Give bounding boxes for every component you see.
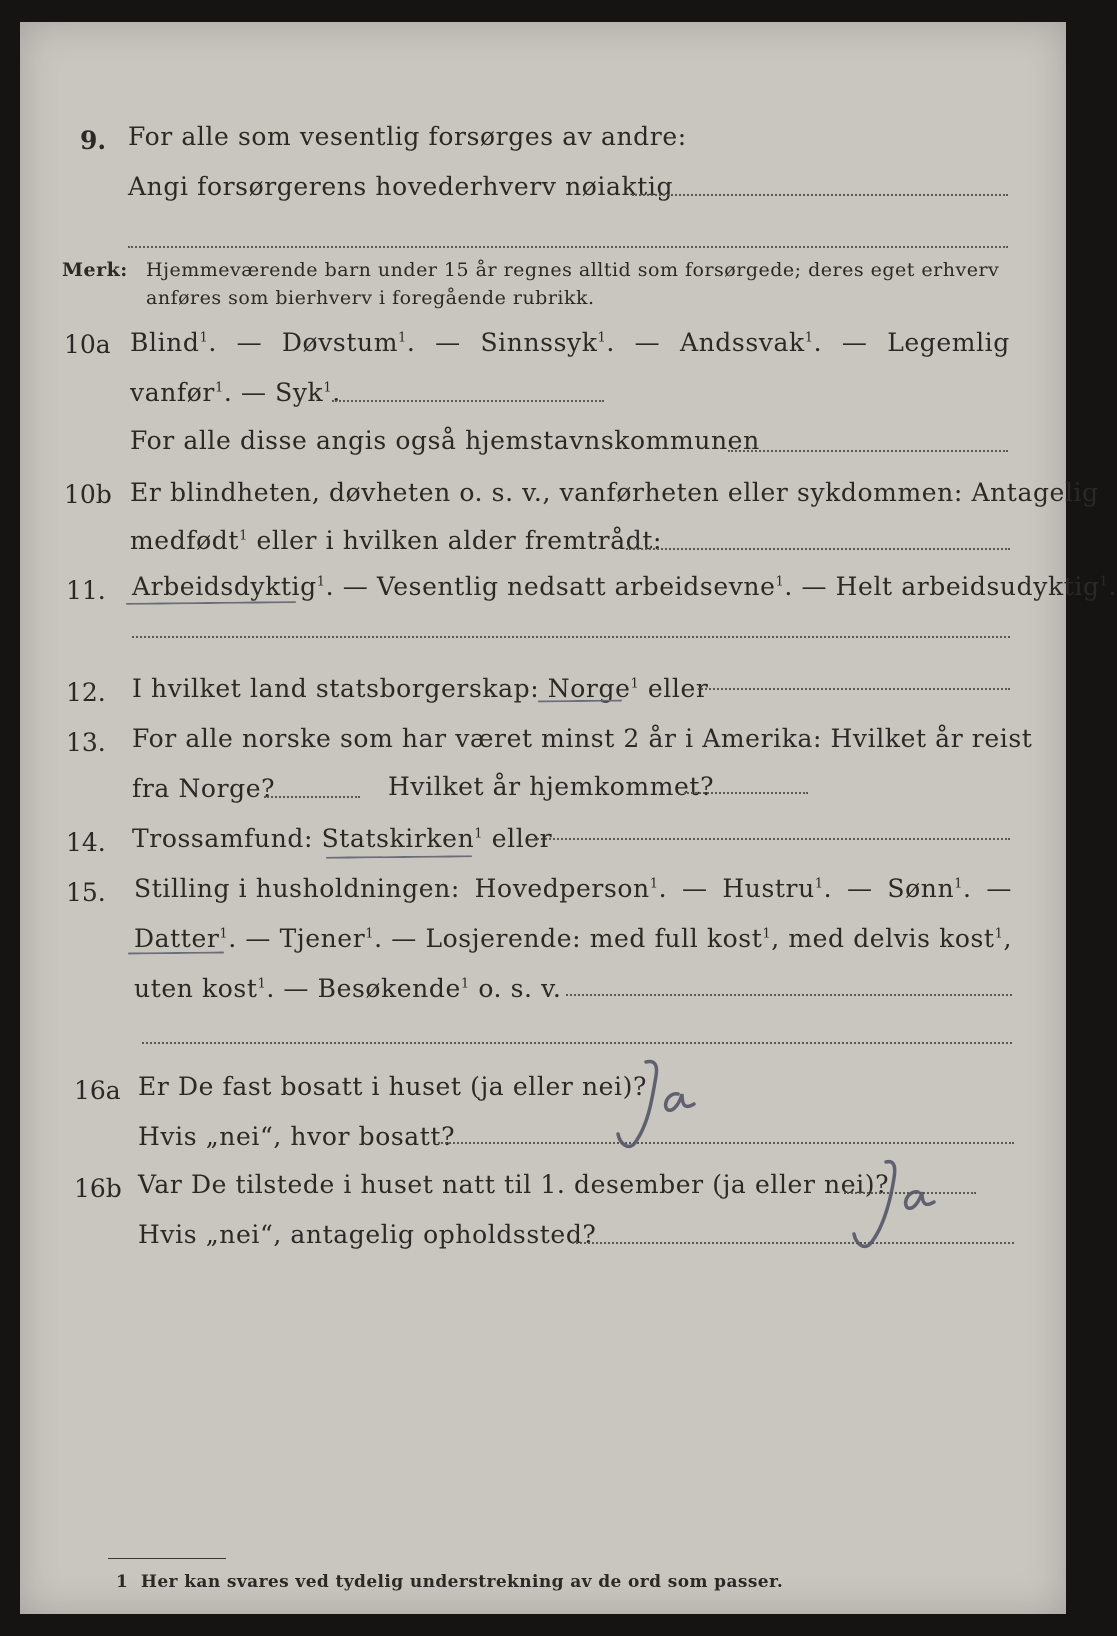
q11-line: Arbeidsdyktig$^1$. — Vesentlig nedsatt arbeidsevne$^1$. — Helt arbeidsudyktig$^1$. xyxy=(132,572,1117,601)
q10a-number: 10a xyxy=(64,330,111,359)
q13-left: fra Norge? xyxy=(132,774,276,803)
footnote xyxy=(116,1572,783,1592)
q9-answer-line-2[interactable] xyxy=(128,246,1008,248)
opt-norge: Norge xyxy=(547,674,631,703)
q9-line1: For alle som vesentlig forsørges av andre: xyxy=(128,122,687,151)
opt-statskirken: Statskirken xyxy=(321,824,475,853)
q11-extra-line[interactable] xyxy=(132,636,1010,638)
opt-datter: Datter xyxy=(134,924,220,953)
opt-dovstum: Døvstum$^1$. xyxy=(281,328,416,357)
q16b-opholdssted-line[interactable] xyxy=(572,1242,1014,1244)
q11-number: 11. xyxy=(66,576,106,605)
footnote-mark: 1 xyxy=(116,1572,129,1592)
q13-right: Hvilket år hjemkommet? xyxy=(388,772,715,801)
footnote-rule xyxy=(108,1558,226,1559)
opt-syk: Syk xyxy=(275,378,324,407)
q16a-line1: Er De fast bosatt i huset (ja eller nei)? xyxy=(138,1072,647,1101)
q15-extra-line[interactable] xyxy=(142,1042,1012,1044)
q14-line: Trossamfund: Statskirken$^1$ eller xyxy=(132,824,553,853)
q16a-line2: Hvis „nei“, hvor bosatt? xyxy=(138,1122,456,1151)
q15-line2: Datter$^1$. — Tjener$^1$. — Losjerende: med full kost$^1$, med delvis kost$^1$, xyxy=(134,924,1012,953)
q10a-line2: vanfør$^1$. — Syk$^1$. xyxy=(130,378,341,407)
q12-answer-line[interactable] xyxy=(698,688,1010,690)
q14-number: 14. xyxy=(66,828,106,857)
opt-andssvak: Andssvak$^1$. xyxy=(679,328,823,357)
opt-sinnssyk: Sinnssyk$^1$. xyxy=(480,328,615,357)
q13-hjemkommet-line[interactable] xyxy=(684,792,808,794)
footnote-text: Her kan svares ved tydelig understrekning av de ord som passer. xyxy=(140,1572,784,1592)
note-line1: Hjemmeværende barn under 15 år regnes alltid som forsørgede; deres eget erhverv xyxy=(146,259,1000,281)
q13-number: 13. xyxy=(66,728,106,757)
q10b-line2: medfødt$^1$ eller i hvilken alder fremtrådt: xyxy=(130,526,662,555)
handwritten-answer-ja-16b xyxy=(846,1152,956,1252)
q10b-answer-line[interactable] xyxy=(626,548,1010,550)
q13-reist-line[interactable] xyxy=(264,796,360,798)
q13-line1: For alle norske som har været minst 2 år i Amerika: Hvilket år reist xyxy=(132,724,1033,753)
q14-answer-line[interactable] xyxy=(534,838,1010,840)
q10b-line1: Er blindheten, døvheten o. s. v., vanførheten eller sykdommen: Antagelig xyxy=(130,478,1099,507)
q16b-number: 16b xyxy=(74,1174,122,1203)
q12-number: 12. xyxy=(66,678,106,707)
q16a-answer-line[interactable] xyxy=(438,1142,1014,1144)
opt-legemlig: Legemlig xyxy=(887,328,1010,357)
q15-answer-line[interactable] xyxy=(566,994,1012,996)
opt-vanfor: vanfør xyxy=(130,378,215,407)
q9-answer-line[interactable] xyxy=(632,194,1008,196)
q16b-line1: Var De tilstede i huset natt til 1. desember (ja eller nei)? xyxy=(138,1170,890,1199)
q9-line2: Angi forsørgerens hovederhverv nøiaktig xyxy=(128,172,674,201)
form-page xyxy=(20,22,1117,1614)
q10a-answer-line[interactable] xyxy=(332,400,604,402)
opt-arbeidsdyktig: Arbeidsdyktig xyxy=(132,572,317,601)
q10a-kommune-line[interactable] xyxy=(728,450,1008,452)
q16b-line2: Hvis „nei“, antagelig opholdssted? xyxy=(138,1220,597,1249)
q16a-number: 16a xyxy=(74,1076,121,1105)
q15-number: 15. xyxy=(66,878,106,907)
handwritten-answer-ja-16a xyxy=(614,1054,724,1150)
q10a-line3: For alle disse angis også hjemstavnskommunen xyxy=(130,426,760,455)
q15-line3: uten kost$^1$. — Besøkende$^1$ o. s. v. xyxy=(134,974,562,1003)
q9-number: 9. xyxy=(80,126,107,155)
q15-line1: Stilling i husholdningen: Hovedperson$^1$. — Hustru$^1$. — Sønn$^1$. — xyxy=(134,874,1012,903)
note-label: Merk: xyxy=(62,259,128,281)
pencil-underline-datter xyxy=(128,951,224,954)
opt-blind: Blind$^1$. xyxy=(130,328,217,357)
q10a-line1: Blind$^1$. — Døvstum$^1$. — Sinnssyk$^1$. — Andssvak$^1$. — Legemlig xyxy=(130,328,1010,357)
q10b-number: 10b xyxy=(64,480,112,509)
q12-line: I hvilket land statsborgerskap: Norge$^1$ eller xyxy=(132,674,709,703)
pencil-underline-statskirken xyxy=(326,855,472,859)
pencil-underline-arbeidsdyktig xyxy=(126,601,296,605)
q16b-answer-line[interactable] xyxy=(844,1192,976,1194)
note-line2: anføres som bierhverv i foregående rubrikk. xyxy=(146,287,595,309)
